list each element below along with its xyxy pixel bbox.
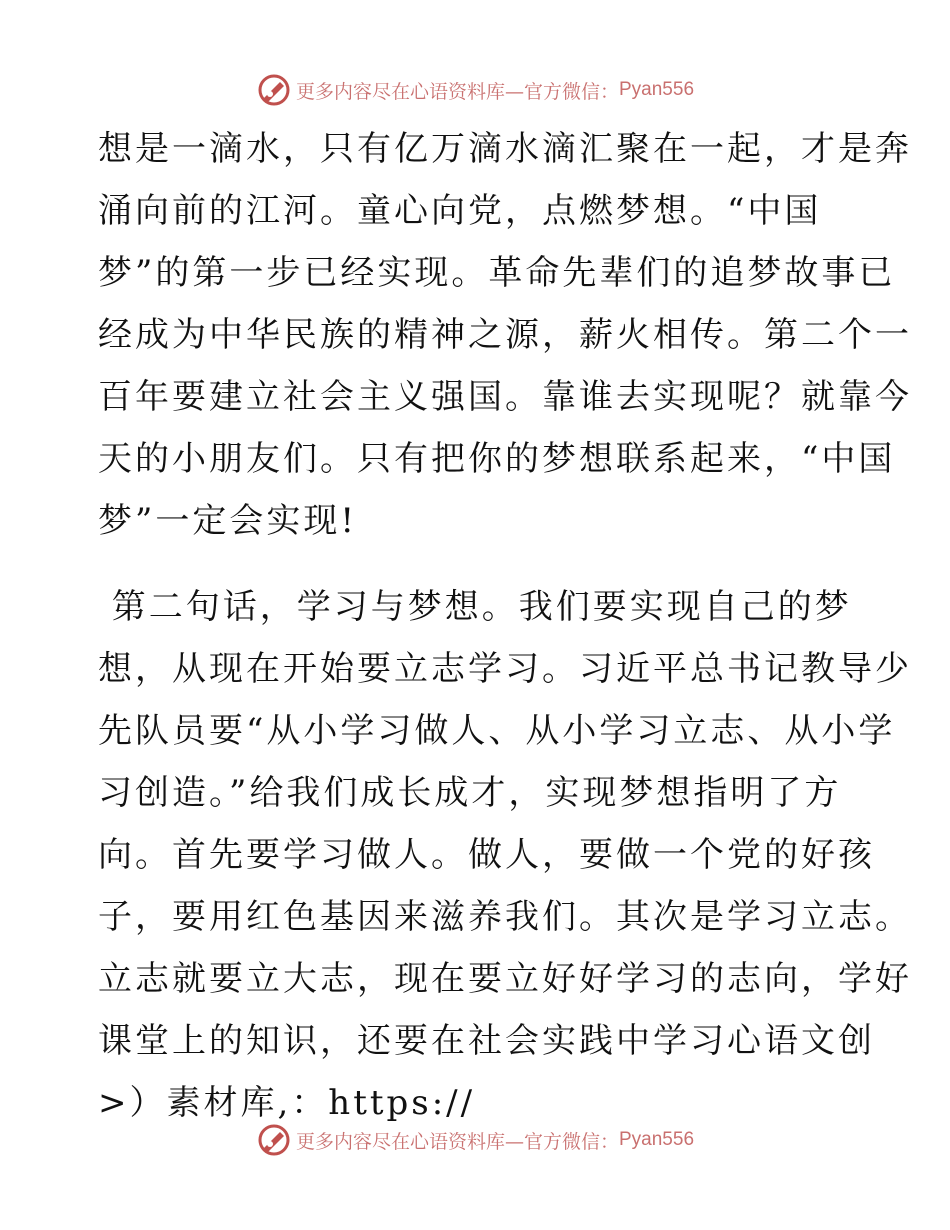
header-banner [0,70,950,110]
paragraph-2 [98,576,912,1134]
header-banner-text: 更多内容尽在心语资料库—官方微信： [295,80,619,103]
text-line: 梦”一定会实现! [98,501,358,541]
footer-banner [0,1120,950,1160]
text-line: 立志就要立大志，现在要立好好学习的志向，学好 [98,959,912,999]
text-line: 第二句话，学习与梦想。我们要实现自己的梦 [98,587,852,627]
paragraph-gap [98,552,858,576]
text-line: 百年要建立社会主义强国。靠谁去实现呢？就靠今 [98,377,912,417]
text-line: 经成为中华民族的精神之源，薪火相传。第二个一 [98,315,912,355]
header-banner-wechat-id: Pyan556 [619,79,695,100]
document-body [98,118,912,1134]
text-line: 向。首先要学习做人。做人，要做一个党的好孩 [98,835,875,875]
text-line: 子，要用红色基因来滋养我们。其次是学习立志。 [98,897,912,937]
paragraph-1 [98,118,912,552]
pen-logo-icon [256,1122,292,1158]
text-line: 想，从现在开始要立志学习。习近平总书记教导少 [98,649,912,689]
text-line: 天的小朋友们。只有把你的梦想联系起来，“中国 [98,439,896,479]
text-line: 涌向前的江河。童心向党，点燃梦想。“中国 [98,191,822,231]
pen-logo-icon [256,72,292,108]
footer-banner-wechat-id: Pyan556 [619,1129,695,1150]
text-line: 先队员要“从小学习做人、从小学习立志、从小学 [98,711,896,751]
footer-banner-text: 更多内容尽在心语资料库—官方微信： [295,1130,619,1153]
text-line: 想是一滴水，只有亿万滴水滴汇聚在一起，才是奔 [98,129,912,169]
text-line: 梦”的第一步已经实现。革命先辈们的追梦故事已 [98,253,896,293]
text-line: 课堂上的知识，还要在社会实践中学习心语文创 [98,1021,875,1061]
text-line: >）素材库,：https:// [98,1083,476,1123]
text-line: 习创造。”给我们成长成才，实现梦想指明了方 [98,773,842,813]
